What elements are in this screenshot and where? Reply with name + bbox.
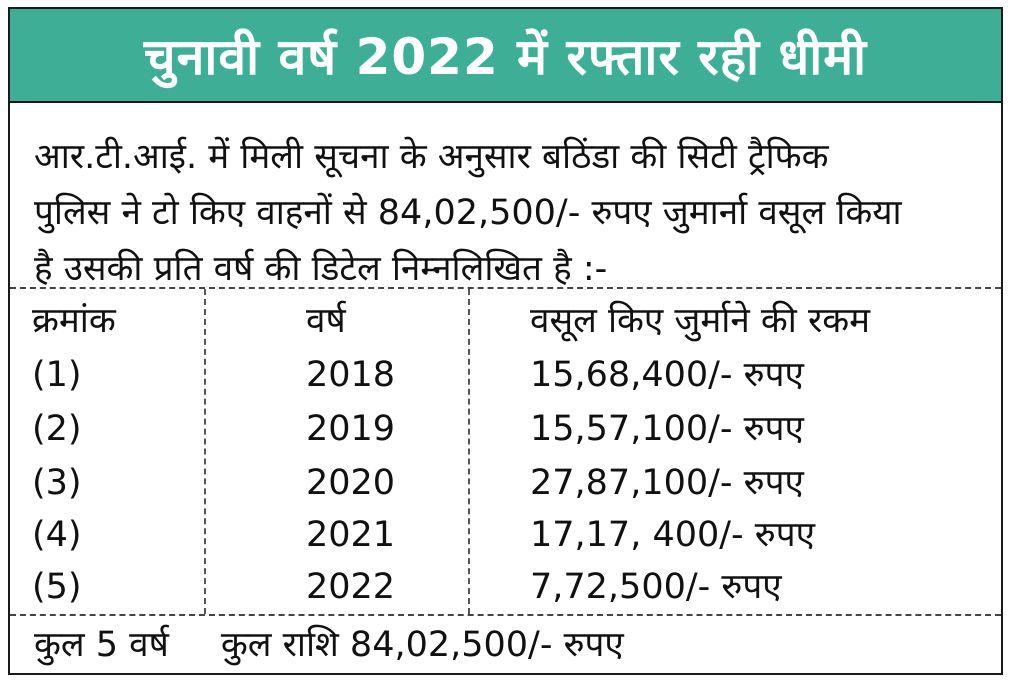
intro-line: आर.टी.आई. में मिली सूचना के अनुसार बठिंडा की सिटी ट्रैफिक — [34, 137, 829, 177]
header-amount: वसूल किए जुर्माने की रकम — [530, 301, 871, 341]
row-year: 2020 — [306, 463, 396, 503]
intro-line: है उसकी प्रति वर्ष की डिटेल निम्नलिखित है :- — [34, 249, 608, 289]
row-year: 2022 — [306, 567, 396, 607]
title-banner — [10, 9, 1001, 103]
row-amount: 17,17, 400/- रुपए — [530, 515, 815, 555]
page-title: चुनावी वर्ष 2022 में रफ्तार रही धीमी — [143, 28, 868, 86]
info-box — [8, 7, 1003, 675]
row-year: 2021 — [306, 515, 396, 555]
row-year: 2019 — [306, 409, 396, 449]
total-years: कुल 5 वर्ष — [34, 625, 169, 665]
row-serial: (3) — [32, 463, 82, 503]
header-year: वर्ष — [306, 301, 346, 341]
row-year: 2018 — [306, 355, 396, 395]
row-amount: 15,57,100/- रुपए — [530, 409, 804, 449]
row-amount: 15,68,400/- रुपए — [530, 355, 804, 395]
header-serial: क्रमांक — [32, 301, 116, 341]
row-serial: (2) — [32, 409, 82, 449]
intro-text — [34, 129, 981, 297]
row-serial: (5) — [32, 567, 82, 607]
row-amount: 27,87,100/- रुपए — [530, 463, 804, 503]
totals-footer — [34, 623, 981, 667]
total-amount: कुल राशि 84,02,500/- रुपए — [220, 625, 624, 665]
row-amount: 7,72,500/- रुपए — [530, 567, 782, 607]
row-serial: (4) — [32, 515, 82, 555]
row-serial: (1) — [32, 355, 82, 395]
column-divider — [204, 289, 206, 614]
column-divider — [468, 289, 470, 614]
intro-line: पुलिस ने टो किए वाहनों से 84,02,500/- रुपए जुमार्ना वसूल किया — [34, 193, 902, 233]
fine-table — [10, 287, 1001, 616]
